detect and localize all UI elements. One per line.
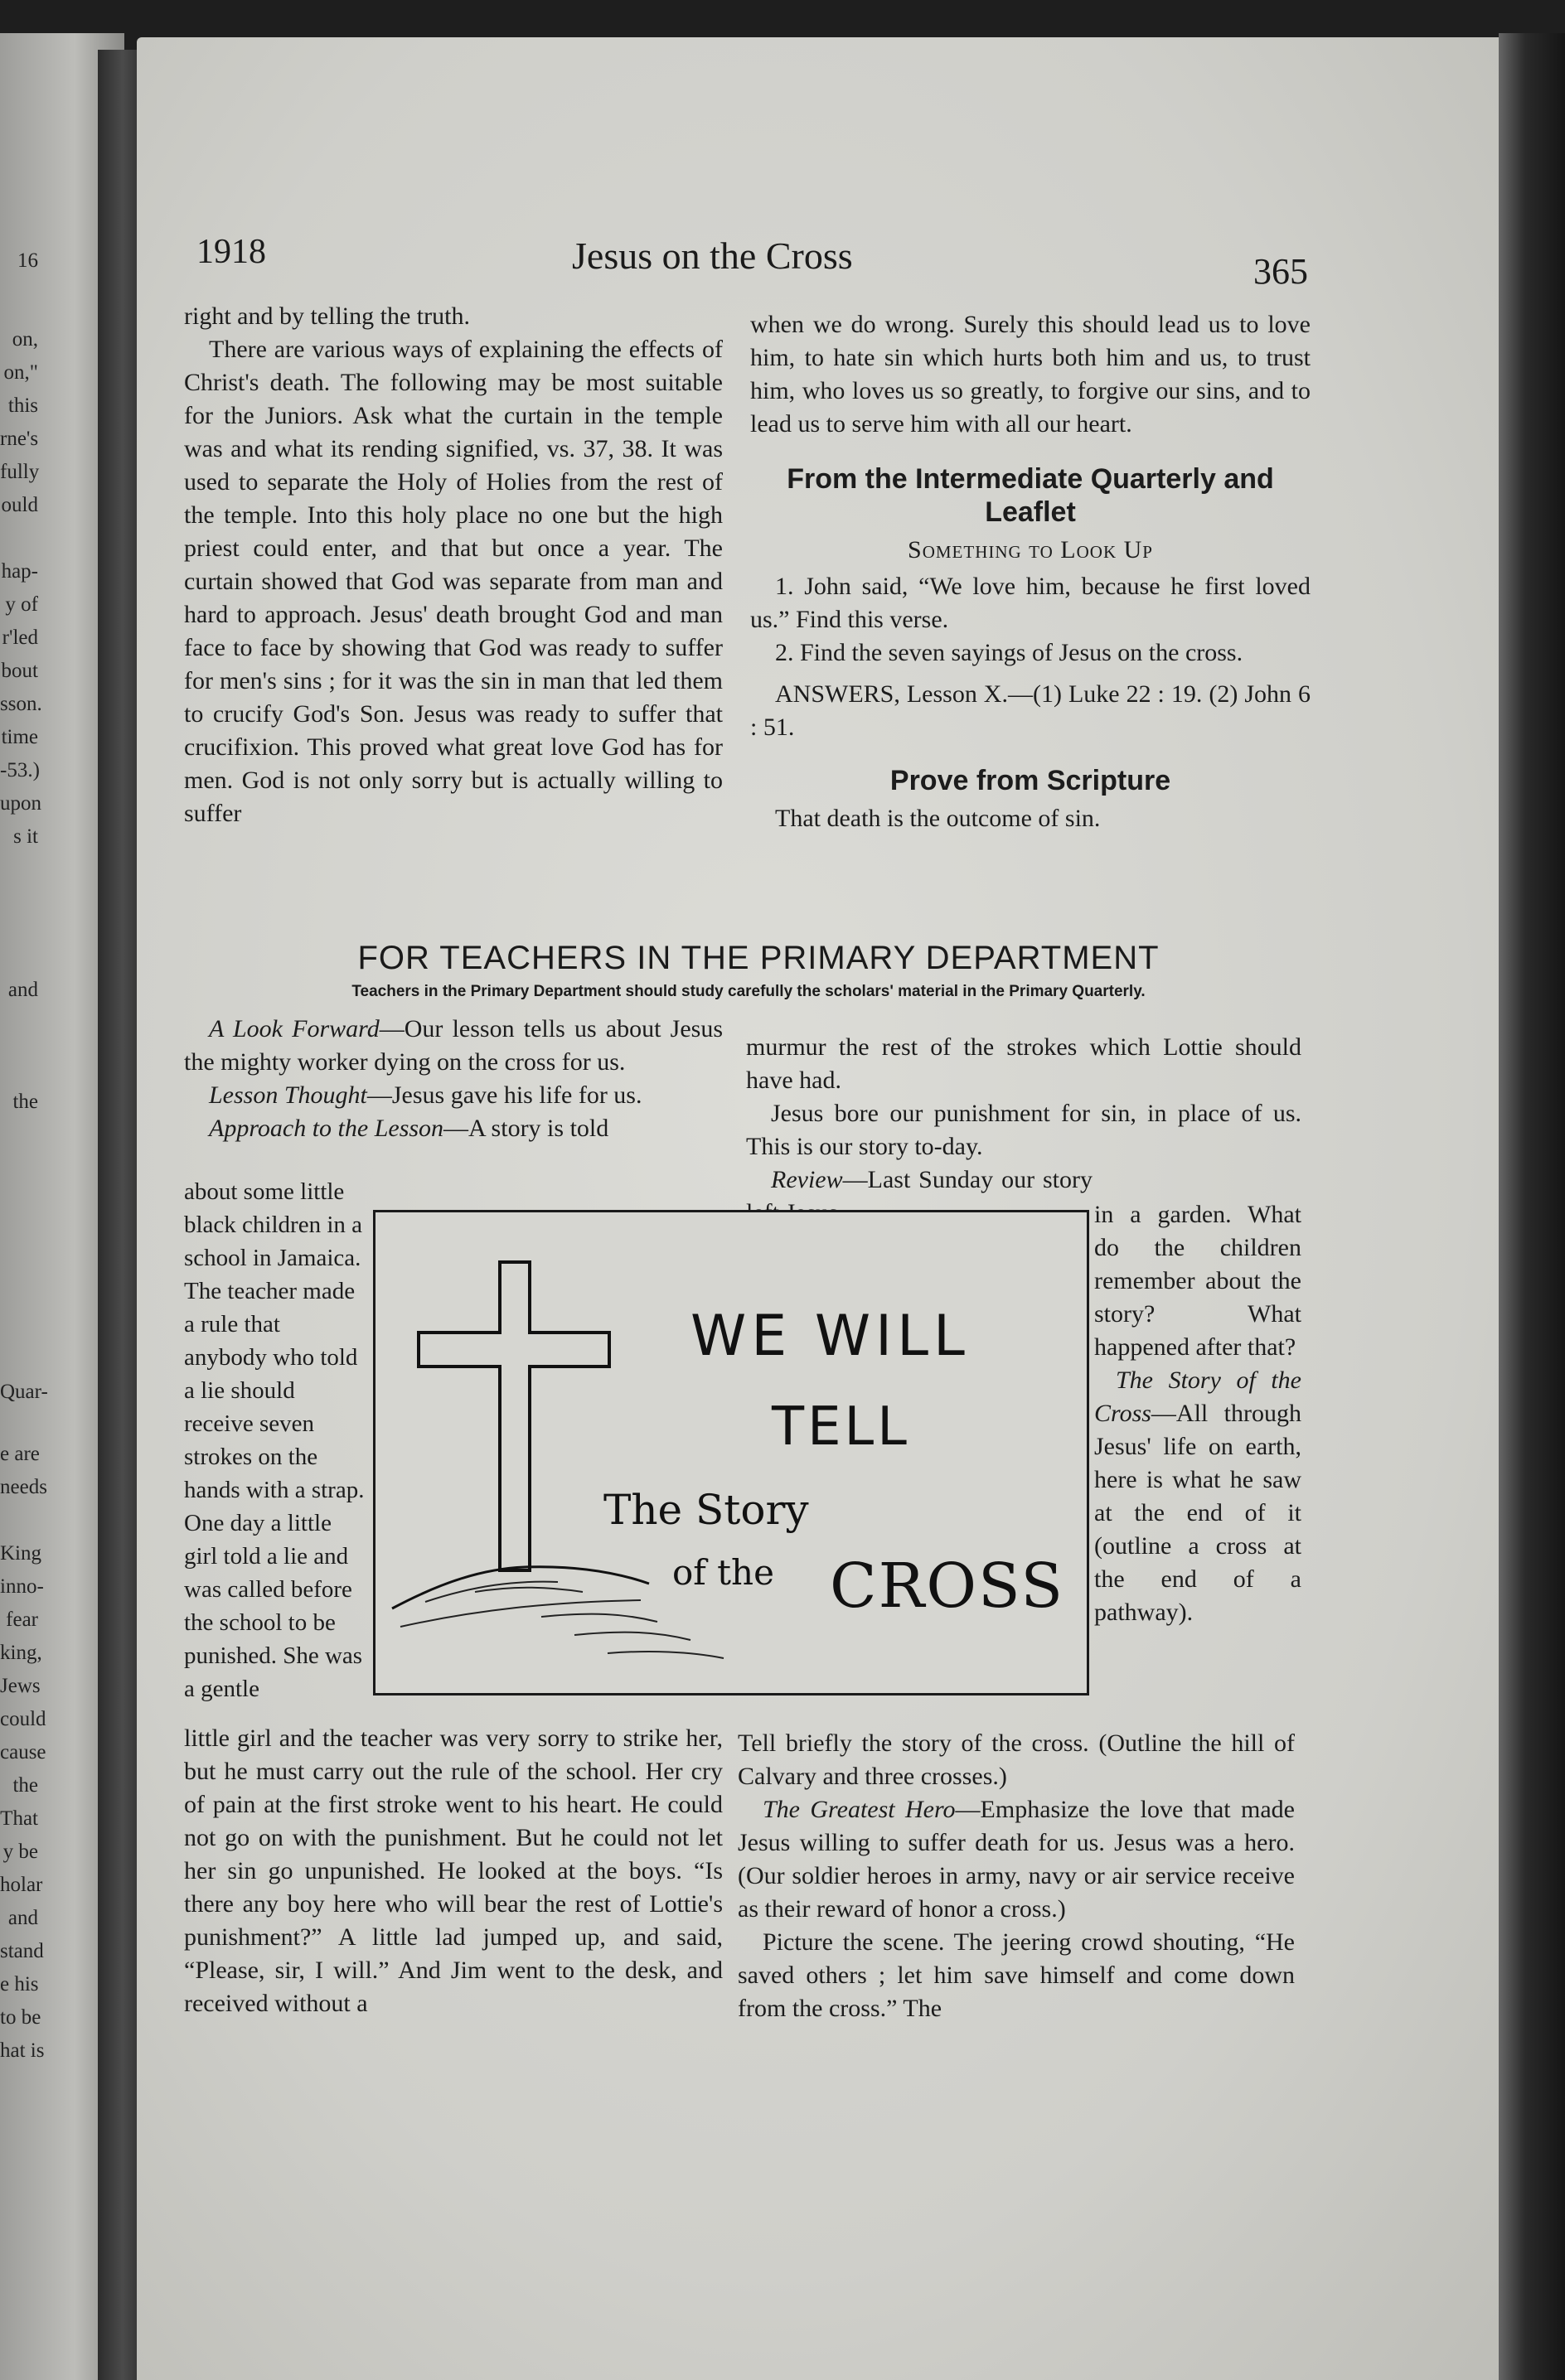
- facing-page-fragment: to be: [0, 2006, 41, 2029]
- facing-page-fragment: -53.): [0, 759, 40, 781]
- review-label: Review: [771, 1166, 843, 1193]
- paragraph: little girl and the teacher was very sorry to strike her, but he must carry out the rule of the school. Her cry of pain at the first stroke went to his heart. He could not go on with the punishment. But he could not let her sin go unpunished. He looked at the boys. “Is there any boy here who will bear the rest of Lottie's punishment?” A little lad jumped up, and said, “Please, sir, I will.” And Jim went to the desk, and received without a: [184, 1725, 723, 2017]
- lesson-thought-label: Lesson Thought: [209, 1081, 367, 1109]
- illustration-text-cross: CROSS: [830, 1550, 1065, 1622]
- question: 2. Find the seven sayings of Jesus on the cross.: [775, 639, 1243, 666]
- running-head-year: 1918: [196, 233, 266, 271]
- section-note: Teachers in the Primary Department should study carefully the scholars' material in the Primary Quarterly.: [351, 983, 1146, 1000]
- column-top-right: [750, 308, 1311, 835]
- facing-page-fragment: the: [12, 1774, 38, 1797]
- facing-page-fragment: y of: [5, 593, 38, 616]
- column-bottom-left-continued: [184, 1722, 723, 2020]
- page-edge-shadow: [1499, 33, 1565, 2380]
- facing-page-fragment: Quar-: [0, 1381, 48, 1403]
- facing-page-fragment: on,: [12, 328, 38, 351]
- facing-page-fragment: fear: [6, 1608, 38, 1631]
- facing-page-fragment: stand: [0, 1940, 44, 1962]
- wrap-text-left: about some little black children in a school in Jamaica. The teacher made a rule that anybody who told a lie should receive seven strokes on the hands with a strap. One day a little girl told a lie and was called before the school to be punished. She was a gentle: [184, 1178, 365, 1702]
- paragraph: There are various ways of explaining the effects of Christ's death. The following may be most suitable for the Juniors. Ask what the curtain in the temple was and what its rending signified, vs. 37, 38. It was used to separate the Holy of Holies from the rest of the temple. Into this holy place no one but the high priest could enter, and that but once a year. The curtain showed that God was separate from man and hard to approach. Jesus' death brought God and man face to face by showing that God was ready to suffer for men's sins ; for it was the sin in man that led them to crucify God's Son. Jesus was ready to suffer that crucifixion. This proved what great love God has for men. God is not only sorry but is actually willing to suffer: [184, 336, 723, 827]
- hero-label: The Greatest Hero: [763, 1796, 956, 1823]
- hero-text: —Emphasize the love that made Jesus willing to suffer death for us. Jesus was a hero. (Our soldier heroes in army, navy or air service receive as their reward of honor a cross.): [738, 1796, 1295, 1923]
- paragraph: right and by telling the truth.: [184, 302, 470, 330]
- facing-page-fragment: hap-: [1, 560, 38, 583]
- intermediate-heading: From the Intermediate Quarterly and Leaflet: [787, 463, 1274, 528]
- facing-page-fragment: needs: [0, 1476, 47, 1498]
- facing-page-fragment: ould: [1, 494, 38, 516]
- facing-page-fragment: and: [7, 1907, 38, 1929]
- facing-page-fragment: s it: [13, 825, 38, 848]
- story-text: —All through Jesus' life on earth, here is what he saw at the end of it (outline a cross at the end of a pathway).: [1094, 1400, 1301, 1626]
- path-line: [541, 1614, 657, 1622]
- path-line: [608, 1652, 724, 1658]
- facing-page-fragment: King: [0, 1542, 41, 1565]
- facing-page-fragment: bout: [1, 660, 38, 682]
- facing-page-fragment: inno-: [0, 1575, 44, 1598]
- facing-page-fragment: y be: [2, 1841, 38, 1863]
- illustration-text-the-story: The Story: [603, 1486, 809, 1534]
- path-line: [574, 1633, 690, 1640]
- facing-page-fragment: r'led: [2, 626, 38, 649]
- facing-page-fragment: sson.: [0, 693, 42, 715]
- cross-illustration: [373, 1210, 1089, 1696]
- facing-page-fragment: That: [0, 1807, 38, 1830]
- story-label: The Story of the Cross: [1094, 1367, 1301, 1427]
- prove-text: That death is the outcome of sin.: [775, 805, 1101, 832]
- question: 1. John said, “We love him, because he first loved us.” Find this verse.: [750, 573, 1311, 633]
- look-forward-label: A Look Forward: [209, 1015, 380, 1042]
- paragraph: murmur the rest of the strokes which Lottie should have had.: [746, 1033, 1301, 1094]
- facing-page-fragment: king,: [0, 1642, 42, 1664]
- column-bottom-right-continued: [738, 1727, 1295, 2025]
- facing-page-fragment: Jews: [0, 1675, 41, 1697]
- illustration-text-we-will: WE WILL: [690, 1304, 970, 1369]
- facing-page-fragment: could: [0, 1708, 46, 1730]
- look-forward-text: —Our lesson tells us about Jesus the mighty worker dying on the cross for us.: [184, 1015, 723, 1076]
- facing-page-fragment: time: [1, 726, 38, 748]
- running-head-title: Jesus on the Cross: [572, 235, 853, 277]
- illustration-text-of-the: of the: [672, 1552, 774, 1593]
- facing-page-fragment: e his: [0, 1973, 39, 1995]
- wrap-text-right: [1094, 1198, 1301, 1629]
- section-heading: FOR TEACHERS IN THE PRIMARY DEPARTMENT: [357, 940, 1160, 976]
- facing-page-fragment: hat is: [0, 2039, 45, 2062]
- facing-page-fragment: on,": [3, 361, 38, 384]
- facing-page-fragment: this: [7, 394, 38, 417]
- page-number: 365: [1253, 251, 1308, 292]
- approach-text: —A story is told: [443, 1115, 609, 1142]
- column-bottom-left: [184, 1013, 723, 1145]
- paragraph: in a garden. What do the children remember about the story? What happened after that?: [1094, 1201, 1301, 1361]
- facing-page-fragment: cause: [0, 1741, 46, 1763]
- paragraph: Jesus bore our punishment for sin, in place of us. This is our story to-day.: [746, 1100, 1301, 1160]
- facing-page-fragment: fully: [0, 461, 40, 483]
- paragraph: Tell briefly the story of the cross. (Outline the hill of Calvary and three crosses.): [738, 1729, 1295, 1790]
- hill-shade: [475, 1588, 583, 1592]
- prove-heading: Prove from Scripture: [889, 765, 1171, 796]
- cross-icon: [419, 1262, 609, 1570]
- facing-page-fragment: the: [12, 1091, 38, 1113]
- facing-page-fragment: 16: [17, 249, 38, 272]
- paragraph: Picture the scene. The jeering crowd shouting, “He saved others ; let him save himself and come down from the cross.” The: [738, 1928, 1295, 2022]
- illustration-text-tell: TELL: [772, 1396, 910, 1458]
- facing-page-fragment: holar: [0, 1874, 43, 1896]
- paragraph: when we do wrong. Surely this should lead us to love him, to hate sin which hurts both him and us, to trust him, who loves us so greatly, to forgive our sins, and to lead us to serve him with all our heart.: [750, 311, 1311, 438]
- answers: ANSWERS, Lesson X.—(1) Luke 22 : 19. (2) John 6 : 51.: [750, 680, 1311, 741]
- facing-page-fragment: rne's: [0, 428, 39, 450]
- approach-label: Approach to the Lesson: [209, 1115, 444, 1142]
- column-top-left: [184, 300, 723, 830]
- review-text: —Last Sunday our story: [842, 1166, 1093, 1193]
- facing-page-fragment: upon: [0, 792, 41, 815]
- facing-page-fragment: e are: [0, 1443, 40, 1465]
- look-up-subheading: Something to Look Up: [908, 536, 1153, 564]
- facing-page-fragment: and: [7, 979, 38, 1001]
- lesson-thought-text: —Jesus gave his life for us.: [366, 1081, 642, 1109]
